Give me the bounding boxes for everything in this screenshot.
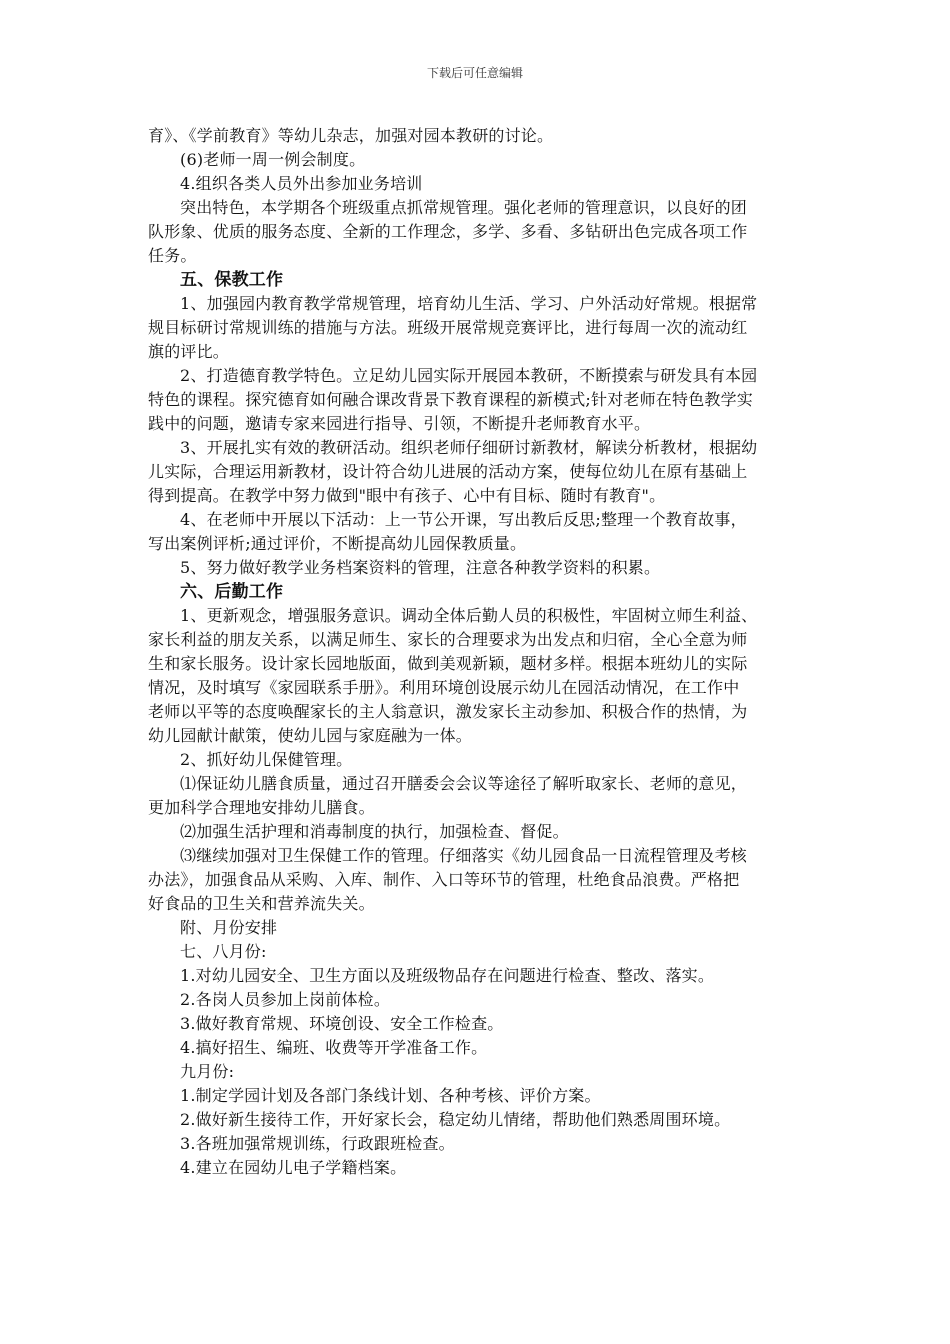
document-body xyxy=(148,124,808,1180)
text-line: 4.搞好招生、编班、收费等开学准备工作。 xyxy=(180,1038,488,1057)
text-line: 旗的评比。 xyxy=(148,342,230,361)
text-line: 办法》，加强食品从采购、入库、制作、入口等环节的管理，杜绝食品浪费。严格把 xyxy=(148,870,740,889)
text-line: 特色的课程。探究德育如何融合课改背景下教育课程的新模式;针对老师在特色教学实 xyxy=(148,390,753,409)
text-line: 生和家长服务。设计家长园地版面，做到美观新颖，题材多样。根据本班幼儿的实际 xyxy=(148,654,748,673)
text-line: 践中的问题，邀请专家来园进行指导、引领，不断提升老师教育水平。 xyxy=(148,414,651,433)
text-line: 4.建立在园幼儿电子学籍档案。 xyxy=(180,1158,407,1177)
text-line: 附、月份安排 xyxy=(180,918,278,937)
text-line: 九月份: xyxy=(180,1062,235,1081)
text-line: 2、抓好幼儿保健管理。 xyxy=(180,750,353,769)
text-line: 家长利益的朋友关系，以满足师生、家长的合理要求为出发点和归宿，全心全意为师 xyxy=(148,630,748,649)
text-line: (6)老师一周一例会制度。 xyxy=(180,150,366,169)
text-line: 1.制定学园计划及各部门条线计划、各种考核、评价方案。 xyxy=(180,1086,601,1105)
text-line: 5、努力做好教学业务档案资料的管理，注意各种教学资料的积累。 xyxy=(180,558,661,577)
text-line: 1、更新观念，增强服务意识。调动全体后勤人员的积极性，牢固树立师生利益、 xyxy=(180,606,758,625)
text-line: 七、八月份: xyxy=(180,942,267,961)
text-line: 2、打造德育教学特色。立足幼儿园实际开展园本教研，不断摸索与研发具有本园 xyxy=(180,366,758,385)
text-line: 更加科学合理地安排幼儿膳食。 xyxy=(148,798,375,817)
text-line: 任务。 xyxy=(148,246,197,265)
section-heading: 六、后勤工作 xyxy=(180,582,284,602)
text-line: 得到提高。在教学中努力做到"眼中有孩子、心中有目标、随时有教育"。 xyxy=(148,486,666,505)
text-line: ⑶继续加强对卫生保健工作的管理。仔细落实《幼儿园食品一日流程管理及考核 xyxy=(180,846,748,865)
text-line: 1、加强园内教育教学常规管理，培育幼儿生活、学习、户外活动好常规。根据常 xyxy=(180,294,758,313)
text-line: 突出特色，本学期各个班级重点抓常规管理。强化老师的管理意识，以良好的团 xyxy=(180,198,748,217)
text-line: 育》、《学前教育》等幼儿杂志，加强对园本教研的讨论。 xyxy=(148,126,554,145)
page-header: 下载后可任意编辑 xyxy=(426,66,523,80)
text-line: 老师以平等的态度唤醒家长的主人翁意识，激发家长主动参加、积极合作的热情，为 xyxy=(148,702,748,721)
text-line: 规目标研讨常规训练的措施与方法。班级开展常规竞赛评比，进行每周一次的流动红 xyxy=(148,318,748,337)
text-line: 4、在老师中开展以下活动：上一节公开课，写出教后反思;整理一个教育故事， xyxy=(180,510,747,529)
text-line: 好食品的卫生关和营养流失关。 xyxy=(148,894,375,913)
text-line: 儿实际，合理运用新教材，设计符合幼儿进展的活动方案，使每位幼儿在原有基础上 xyxy=(148,462,748,481)
text-line: 写出案例评析;通过评价，不断提高幼儿园保教质量。 xyxy=(148,534,527,553)
text-line: 3.做好教育常规、环境创设、安全工作检查。 xyxy=(180,1014,504,1033)
text-line: ⑵加强生活护理和消毒制度的执行，加强检查、督促。 xyxy=(180,822,569,841)
text-line: 2.做好新生接待工作，开好家长会，稳定幼儿情绪，帮助他们熟悉周围环境。 xyxy=(180,1110,731,1129)
text-line: ⑴保证幼儿膳食质量，通过召开膳委会会议等途径了解听取家长、老师的意见， xyxy=(180,774,748,793)
text-line: 队形象、优质的服务态度、全新的工作理念，多学、多看、多钻研出色完成各项工作 xyxy=(148,222,748,241)
section-heading: 五、保教工作 xyxy=(180,270,284,290)
text-line: 2.各岗人员参加上岗前体检。 xyxy=(180,990,391,1009)
text-line: 1.对幼儿园安全、卫生方面以及班级物品存在问题进行检查、整改、落实。 xyxy=(180,966,715,985)
text-line: 4.组织各类人员外出参加业务培训 xyxy=(180,174,423,193)
text-line: 3.各班加强常规训练，行政跟班检查。 xyxy=(180,1134,455,1153)
text-line: 幼儿园献计献策，使幼儿园与家庭融为一体。 xyxy=(148,726,473,745)
text-line: 情况，及时填写《家园联系手册》。利用环境创设展示幼儿在园活动情况，在工作中 xyxy=(148,678,740,697)
text-line: 3、开展扎实有效的教研活动。组织老师仔细研讨新教材，解读分析教材，根据幼 xyxy=(180,438,758,457)
